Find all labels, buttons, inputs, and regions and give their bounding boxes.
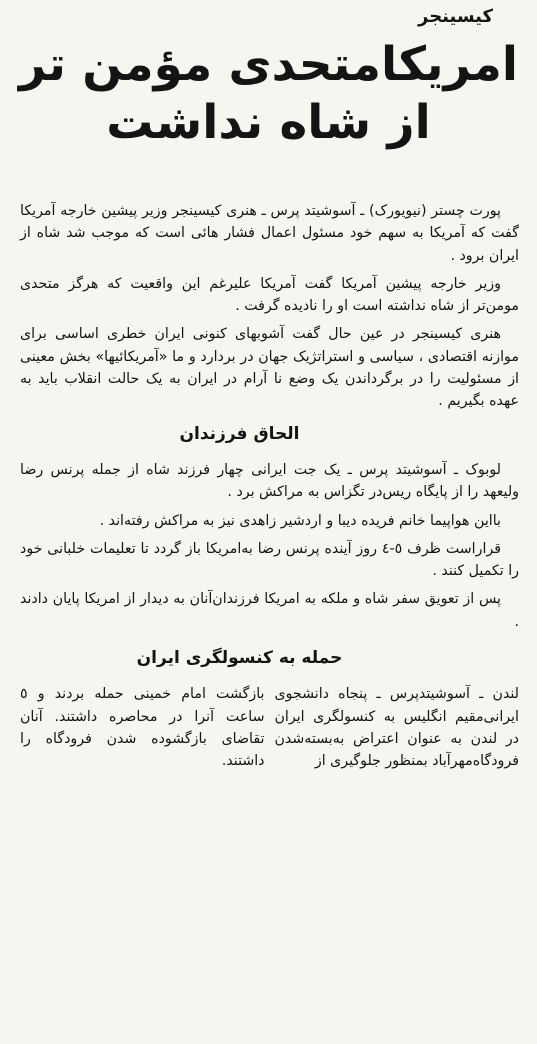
article2-paragraph-3: قراراست ظرف ٥-٤ روز آینده پرنس رضا به‌امریکا باز گردد تا تعلیمات خلبانی خود را تکمیل کنند . [20, 540, 519, 580]
article-consulate [20, 683, 519, 772]
article-kissinger [20, 200, 519, 413]
article-children [20, 459, 519, 633]
article2-paragraph-4: پس از تعویق سفر شاه و ملکه به امریکا فرزندان‌آنان به دیدار از امریکا پایان دادند . [20, 591, 519, 630]
article1-paragraph-2: وزیر خارجه پیشین آمریکا گفت آمریکا علیرغم این واقعیت که هرگز متحدی مومن‌تر از شاه نداشته است او را نادیده گرفت . [20, 275, 519, 315]
article3-right-column [275, 683, 520, 772]
headline-line-1: امریکامتحدی مؤمن تر [18, 37, 519, 92]
article3-right-text: لندن ـ آسوشیتدپرس ـ پنجاه دانشجوی ایرانی‌مقیم انگلیس به کنسولگری ایران در لندن به عنوان اعتراض به‌بسته‌شدن فرودگاه‌مهرآباد بمنظور جلوگیری از [274, 686, 519, 770]
article3-left-text: بازگشت امام خمینی حمله بردند و ٥ ساعت آنرا در محاصره داشتند. آنان تقاضای بازگشوده شدن فرودگاه را داشتند. [20, 686, 265, 770]
article1-paragraph-1: پورت چستر (نیویورک) ـ آسوشیتد پرس ـ هنری کیسینجر وزیر پیشین خارجه آمریکا گفت که آمریکا به سهم خود مسئول اعمال فشار هائی است که موجب شد شاه از ایران برود . [20, 203, 519, 264]
article1-paragraph-3: هنری کیسینجر در عین حال گفت آشوبهای کنونی ایران خطری اساسی برای موازنه اقتصادی ، سیاسی و استراتژیک جهان در بردارد و ما «آمریکائیها» بخش معینی از مسئولیت را در برگرداندن یک وضع نا آرام در ایران به یک حالت انقلاب باید به عهده بگیریم . [20, 326, 519, 410]
kicker: کیسینجر [418, 6, 493, 27]
article2-title: الحاق فرزندان [179, 423, 300, 444]
article2-paragraph-1: لوبوک ـ آسوشیتد پرس ـ یک جت ایرانی چهار فرزند شاه از جمله پرنس رضا ولیعهد را از پایگاه ریس‌در تگزاس به مراکش برد . [20, 461, 519, 501]
article3-title: حمله به کنسولگری ایران [136, 648, 343, 669]
headline [0, 36, 537, 152]
article3-left-column [20, 683, 265, 772]
article2-paragraph-2: بااین هواپیما خانم فریده دیبا و اردشیر زاهدی نیز به مراکش رفته‌اند . [99, 512, 501, 529]
article-body [20, 200, 519, 773]
headline-line-2: از شاه نداشت [106, 95, 431, 150]
